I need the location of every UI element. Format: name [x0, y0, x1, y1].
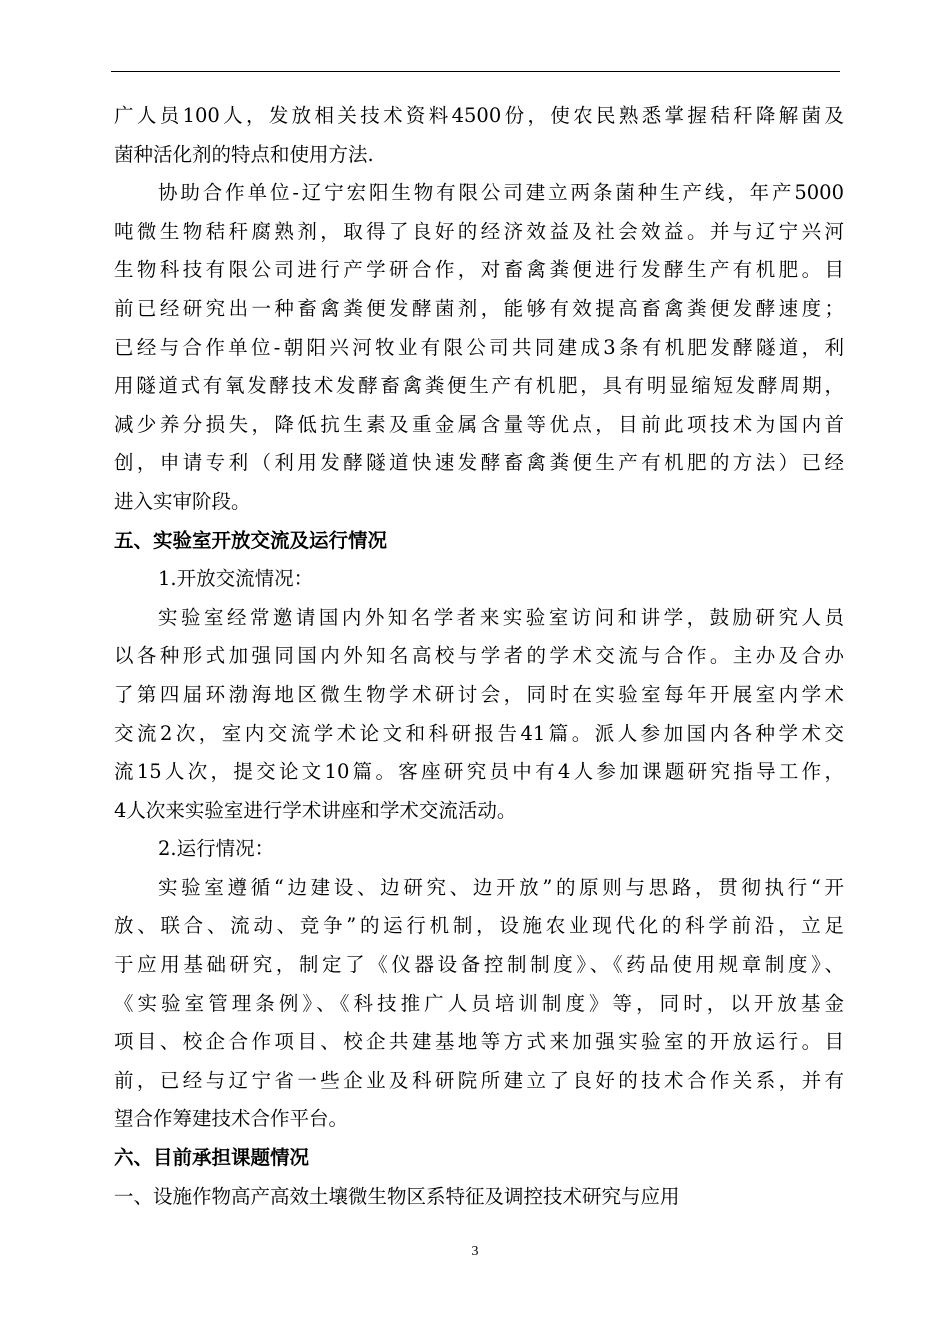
paragraph-line: 吨微生物秸秆腐熟剂，取得了良好的经济效益及社会效益。并与辽宁兴河	[114, 219, 844, 243]
document-body	[114, 97, 844, 1216]
paragraph-line: 放、联合、流动、竞争”的运行机制，设施农业现代化的科学前沿，立足	[114, 914, 844, 938]
paragraph-line: 2.运行情况：	[158, 837, 275, 861]
paragraph-line: 减少养分损失，降低抗生素及重金属含量等优点，目前此项技术为国内首	[114, 412, 844, 436]
paragraph-line: 一、设施作物高产高效土壤微生物区系特征及调控技术研究与应用	[114, 1184, 680, 1208]
paragraph-line: 生物科技有限公司进行产学研合作，对畜禽粪便进行发酵生产有机肥。目	[114, 258, 844, 282]
paragraph-line: 望合作筹建技术合作平台。	[114, 1107, 349, 1131]
paragraph-line: 协助合作单位-辽宁宏阳生物有限公司建立两条菌种生产线，年产5000	[158, 181, 844, 205]
paragraph-line: 用隧道式有氧发酵技术发酵畜禽粪便生产有机肥，具有明显缩短发酵周期，	[114, 374, 844, 398]
paragraph-line: 广人员100人，发放相关技术资料4500份，使农民熟悉掌握秸秆降解菌及	[114, 104, 844, 127]
section-heading: 六、目前承担课题情况	[114, 1146, 310, 1170]
paragraph-line: 了第四届环渤海地区微生物学术研讨会，同时在实验室每年开展室内学术	[114, 682, 844, 706]
paragraph-line: 实验室遵循“边建设、边研究、边开放”的原则与思路，贯彻执行“开	[158, 875, 844, 899]
paragraph-line: 1.开放交流情况：	[158, 567, 314, 591]
paragraph-line: 项目、校企合作项目、校企共建基地等方式来加强实验室的开放运行。目	[114, 1030, 844, 1054]
paragraph-line: 前，已经与辽宁省一些企业及科研院所建立了良好的技术合作关系，并有	[114, 1068, 844, 1092]
header-rule	[111, 71, 840, 72]
paragraph-line: 4人次来实验室进行学术讲座和学术交流活动。	[114, 798, 517, 822]
paragraph-line: 以各种形式加强同国内外知名高校与学者的学术交流与合作。主办及合办	[114, 644, 844, 668]
paragraph-line: 菌种活化剂的特点和使用方法.	[114, 142, 374, 166]
paragraph-line: 交流2次，室内交流学术论文和科研报告41篇。派人参加国内各种学术交	[114, 721, 844, 745]
section-heading: 五、实验室开放交流及运行情况	[114, 528, 388, 552]
paragraph-line: 于应用基础研究，制定了《仪器设备控制制度》、《药品使用规章制度》、	[114, 953, 844, 977]
paragraph-line: 实验室经常邀请国内外知名学者来实验室访问和讲学，鼓励研究人员	[158, 605, 844, 629]
paragraph-line: 《实验室管理条例》、《科技推广人员培训制度》等，同时，以开放基金	[114, 991, 844, 1015]
paragraph-line: 创，申请专利（利用发酵隧道快速发酵畜禽粪便生产有机肥的方法）已经	[114, 451, 844, 475]
paragraph-line: 流15人次，提交论文10篇。客座研究员中有4人参加课题研究指导工作，	[114, 760, 844, 784]
paragraph-line: 前已经研究出一种畜禽粪便发酵菌剂，能够有效提高畜禽粪便发酵速度；	[114, 296, 844, 320]
paragraph-line: 已经与合作单位-朝阳兴河牧业有限公司共同建成3条有机肥发酵隧道，利	[114, 335, 844, 359]
paragraph-line: 进入实审阶段。	[114, 489, 251, 513]
page-number: 3	[471, 1244, 479, 1259]
